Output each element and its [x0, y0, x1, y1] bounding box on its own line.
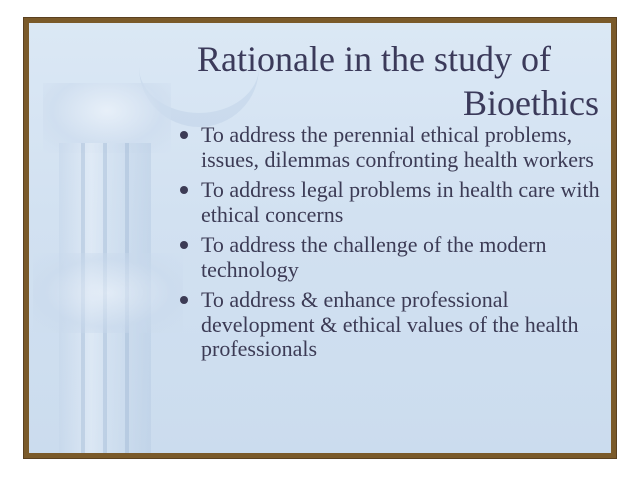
bullet-text: To address the challenge of the modern technology: [201, 232, 547, 282]
bullet-icon: [180, 131, 188, 139]
bullet-icon: [180, 241, 188, 249]
slide-title-line-2: Bioethics: [463, 83, 599, 123]
bullet-list: [177, 123, 616, 368]
bullet-item: [177, 178, 616, 227]
slide-title-line-1: Rationale in the study of: [197, 39, 551, 79]
bullet-icon: [180, 296, 188, 304]
bullet-text: To address & enhance professional development & ethical values of the health professionals: [201, 287, 579, 361]
column-capital-decoration: [33, 253, 183, 333]
column-background-image: [29, 23, 199, 453]
bullet-icon: [180, 186, 188, 194]
bullet-item: [177, 123, 616, 172]
bullet-item: [177, 288, 616, 362]
slide-title: [189, 37, 609, 125]
bullet-text: To address legal problems in health care with ethical concerns: [201, 177, 600, 227]
slide-frame: [24, 18, 616, 458]
bullet-text: To address the perennial ethical problems, issues, dilemmas confronting health workers: [201, 122, 594, 172]
bullet-item: [177, 233, 616, 282]
